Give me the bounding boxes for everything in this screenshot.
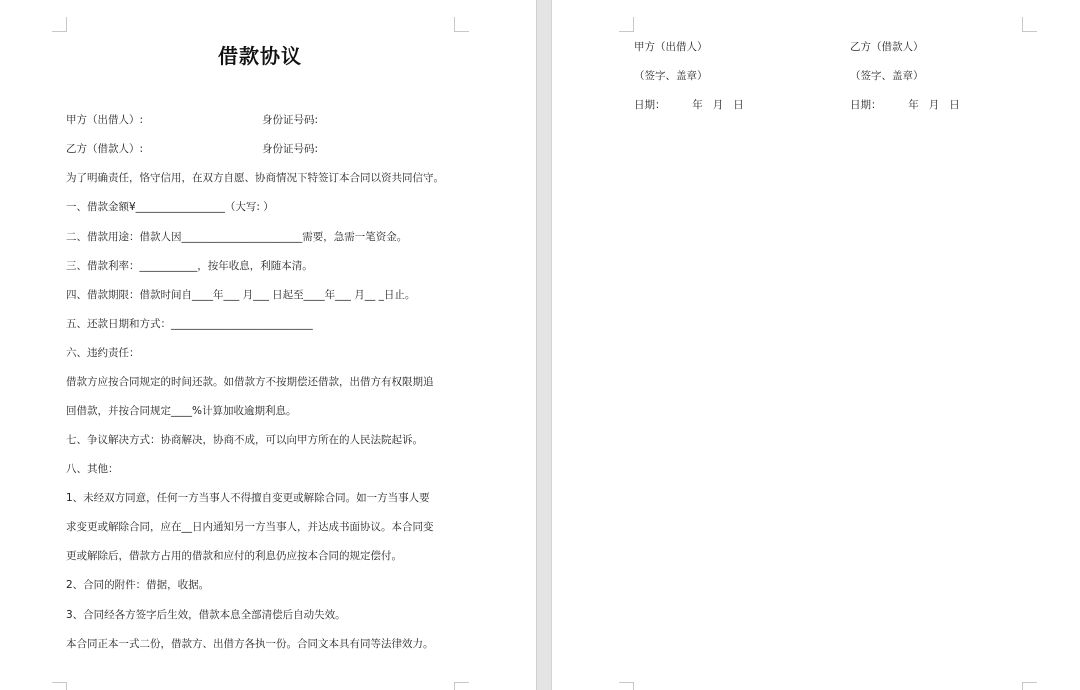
margin-mark-top-right bbox=[454, 17, 469, 32]
margin-mark-bottom-right bbox=[1022, 682, 1037, 690]
document-title: 借款协议 bbox=[218, 44, 302, 68]
clause-term: 四、借款期限：借款时间自____年___ 月___ 日起至____年___ 月__ _日止。 bbox=[66, 289, 416, 301]
clause-dispute: 七、争议解决方式：协商解决，协商不成，可以向甲方所在的人民法院起诉。 bbox=[66, 434, 423, 446]
clause-repayment: 五、还款日期和方式：___________________________ bbox=[66, 318, 313, 330]
other-item-1-line-2: 求变更或解除合同，应在__日内通知另一方当事人，并达成书面协议。本合同变 bbox=[66, 521, 434, 533]
party-a-field: 甲方（出借人）: bbox=[66, 114, 144, 126]
clause-amount: 一、借款金额¥_________________（大写: ） bbox=[66, 201, 274, 213]
page-gutter bbox=[536, 0, 552, 690]
clause-purpose: 二、借款用途：借款人因_______________________需要，急需一笔资金。 bbox=[66, 231, 408, 243]
signature-party-a-date: 日期： 年 月 日 bbox=[634, 99, 744, 111]
preamble: 为了明确责任，恪守信用，在双方自愿、协商情况下特签订本合同以资共同信守。 bbox=[66, 172, 444, 184]
other-item-1-line-1: 1、未经双方同意，任何一方当事人不得擅自变更或解除合同。如一方当事人要 bbox=[66, 492, 430, 504]
signature-party-b-sign: （签字、盖章） bbox=[850, 70, 924, 82]
signature-party-b-date: 日期： 年 月 日 bbox=[850, 99, 960, 111]
clause-liability-text-1: 借款方应按合同规定的时间还款。如借款方不按期偿还借款，出借方有权限期追 bbox=[66, 376, 434, 388]
party-a-id-field: 身份证号码: bbox=[262, 114, 319, 126]
signature-party-b-label: 乙方（借款人） bbox=[850, 41, 924, 53]
clause-other-heading: 八、其他： bbox=[66, 463, 119, 475]
party-b-id-field: 身份证号码: bbox=[262, 143, 319, 155]
margin-mark-top-left bbox=[52, 17, 67, 32]
closing-statement: 本合同正本一式二份，借款方、出借方各执一份。合同文本具有同等法律效力。 bbox=[66, 638, 434, 650]
party-b-field: 乙方（借款人）: bbox=[66, 143, 144, 155]
clause-liability-heading: 六、违约责任： bbox=[66, 347, 140, 359]
clause-liability-text-2: 回借款，并按合同规定____%计算加收逾期利息。 bbox=[66, 405, 297, 417]
other-item-1-line-3: 更或解除后，借款方占用的借款和应付的利息仍应按本合同的规定偿付。 bbox=[66, 550, 402, 562]
margin-mark-top-left bbox=[619, 17, 634, 32]
page-1 bbox=[0, 0, 536, 690]
margin-mark-bottom-left bbox=[52, 682, 67, 690]
clause-interest: 三、借款利率：___________，按年收息，利随本清。 bbox=[66, 260, 313, 272]
margin-mark-bottom-right bbox=[454, 682, 469, 690]
page-2 bbox=[552, 0, 1080, 690]
other-item-3: 3、合同经各方签字后生效，借款本息全部清偿后自动失效。 bbox=[66, 609, 346, 621]
margin-mark-top-right bbox=[1022, 17, 1037, 32]
signature-party-a-sign: （签字、盖章） bbox=[634, 70, 708, 82]
other-item-2: 2、合同的附件：借据，收据。 bbox=[66, 579, 210, 591]
signature-party-a-label: 甲方（出借人） bbox=[634, 41, 708, 53]
margin-mark-bottom-left bbox=[619, 682, 634, 690]
